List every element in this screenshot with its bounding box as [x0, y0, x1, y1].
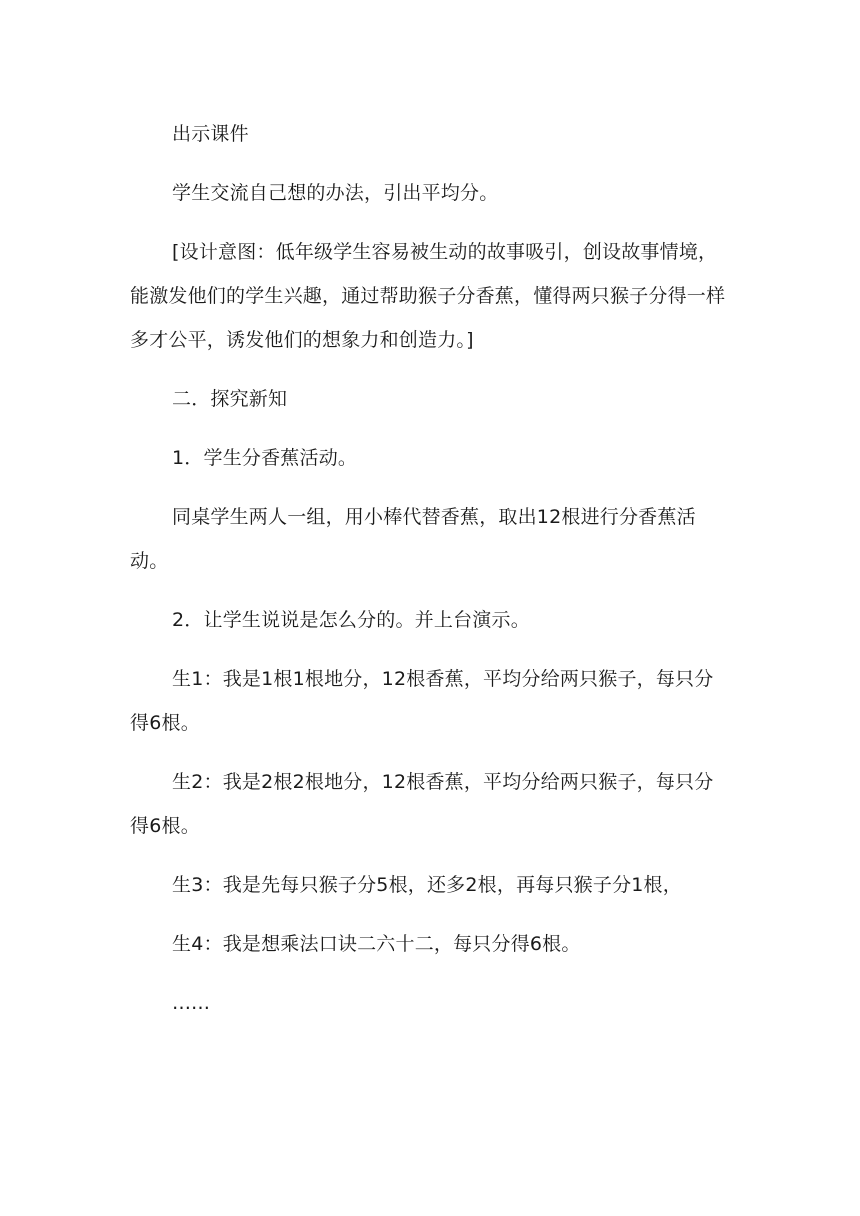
paragraph-design-intent: [设计意图：低年级学生容易被生动的故事吸引，创设故事情境，能激发他们的学生兴趣，通过帮助猴子分香蕉，懂得两只猴子分得一样多才公平，诱发他们的想象力和创造力。] — [130, 241, 726, 351]
paragraph-show-courseware: 出示课件 — [172, 123, 249, 145]
student-2-answer: 生2：我是2根2根地分，12根香蕉，平均分给两只猴子，每只分得6根。 — [130, 771, 714, 837]
paragraph-activity-description: 同桌学生两人一组，用小棒代替香蕉，取出12根进行分香蕉活动。 — [130, 506, 696, 572]
student-1-answer: 生1：我是1根1根地分，12根香蕉，平均分给两只猴子，每只分得6根。 — [130, 668, 714, 734]
student-4-answer: 生4：我是想乘法口诀二六十二，每只分得6根。 — [172, 933, 581, 955]
step-1-heading: 1．学生分香蕉活动。 — [172, 447, 358, 469]
ellipsis: …… — [172, 992, 210, 1014]
section-heading-explore: 二．探究新知 — [172, 388, 288, 410]
student-3-answer: 生3：我是先每只猴子分5根，还多2根，再每只猴子分1根， — [172, 874, 682, 896]
document-body — [130, 112, 730, 1025]
paragraph-students-exchange: 学生交流自己想的办法，引出平均分。 — [172, 182, 499, 204]
step-2-heading: 2．让学生说说是怎么分的。并上台演示。 — [172, 609, 530, 631]
